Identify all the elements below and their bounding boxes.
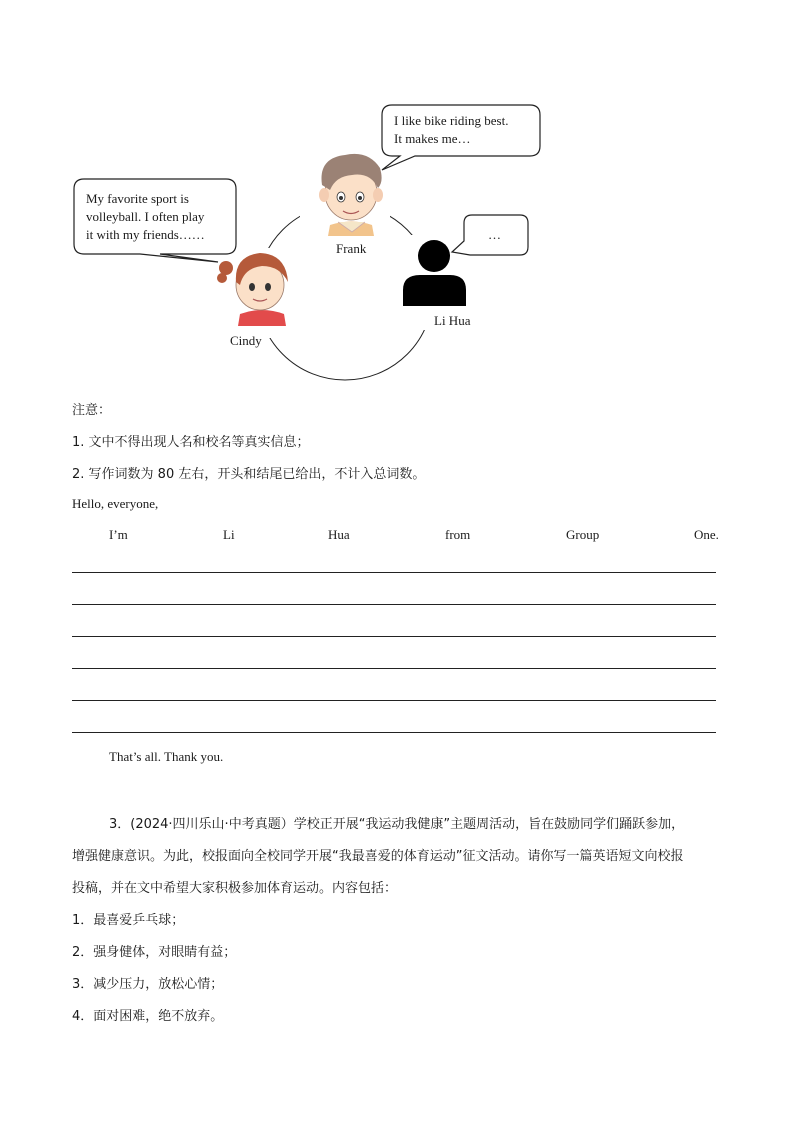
question3-point: 3．减少压力，放松心情；	[72, 977, 224, 992]
lihua-bubble-text: …	[488, 227, 501, 242]
question3-line-3: 投稿，并在文中希望大家积极参加体育运动。内容包括：	[72, 881, 398, 896]
frank-bubble-line: I like bike riding best.	[394, 113, 509, 128]
cindy-bubble-text	[86, 190, 205, 244]
opening-word: Hua	[328, 527, 350, 542]
notes-item-1: 1. 文中不得出现人名和校名等真实信息；	[72, 435, 310, 450]
opening-word: One.	[694, 527, 719, 542]
writing-line	[72, 572, 716, 573]
question3-point: 1．最喜爱乒乓球；	[72, 913, 185, 928]
notes-heading: 注意：	[72, 403, 112, 418]
essay-closing: That’s all. Thank you.	[109, 749, 224, 764]
cindy-name-label: Cindy	[230, 333, 262, 348]
cindy-bubble-line: it with my friends……	[86, 227, 205, 242]
question3-line-1: 3．(2024·四川乐山·中考真题）学校正开展“我运动我健康”主题周活动，旨在鼓励同学们踊跃参加，	[109, 817, 685, 832]
opening-word: from	[445, 527, 471, 542]
frank-name-label: Frank	[336, 241, 367, 256]
frank-bubble-line: It makes me…	[394, 131, 471, 146]
writing-line	[72, 732, 716, 733]
cindy-bubble-line: My favorite sport is	[86, 191, 189, 206]
question3-point: 4．面对困难，绝不放弃。	[72, 1009, 224, 1024]
question3-line-2: 增强健康意识。为此，校报面向全校同学开展“我最喜爱的体育运动”征文活动。请你写一篇英语短文向校报	[72, 849, 684, 864]
writing-line	[72, 700, 716, 701]
essay-greeting: Hello, everyone,	[72, 496, 159, 511]
writing-line	[72, 604, 716, 605]
opening-word: Group	[566, 527, 600, 542]
writing-line	[72, 668, 716, 669]
notes-item-2: 2. 写作词数为 80 左右，开头和结尾已给出，不计入总词数。	[72, 467, 426, 482]
opening-word: Li	[223, 527, 235, 542]
writing-line	[72, 636, 716, 637]
opening-word: I’m	[109, 527, 128, 542]
cindy-bubble-line: volleyball. I often play	[86, 209, 205, 224]
lihua-name-label: Li Hua	[434, 313, 471, 328]
frank-bubble-text	[394, 112, 508, 148]
speaking-illustration	[0, 0, 794, 400]
question3-point: 2．强身健体，对眼睛有益；	[72, 945, 237, 960]
